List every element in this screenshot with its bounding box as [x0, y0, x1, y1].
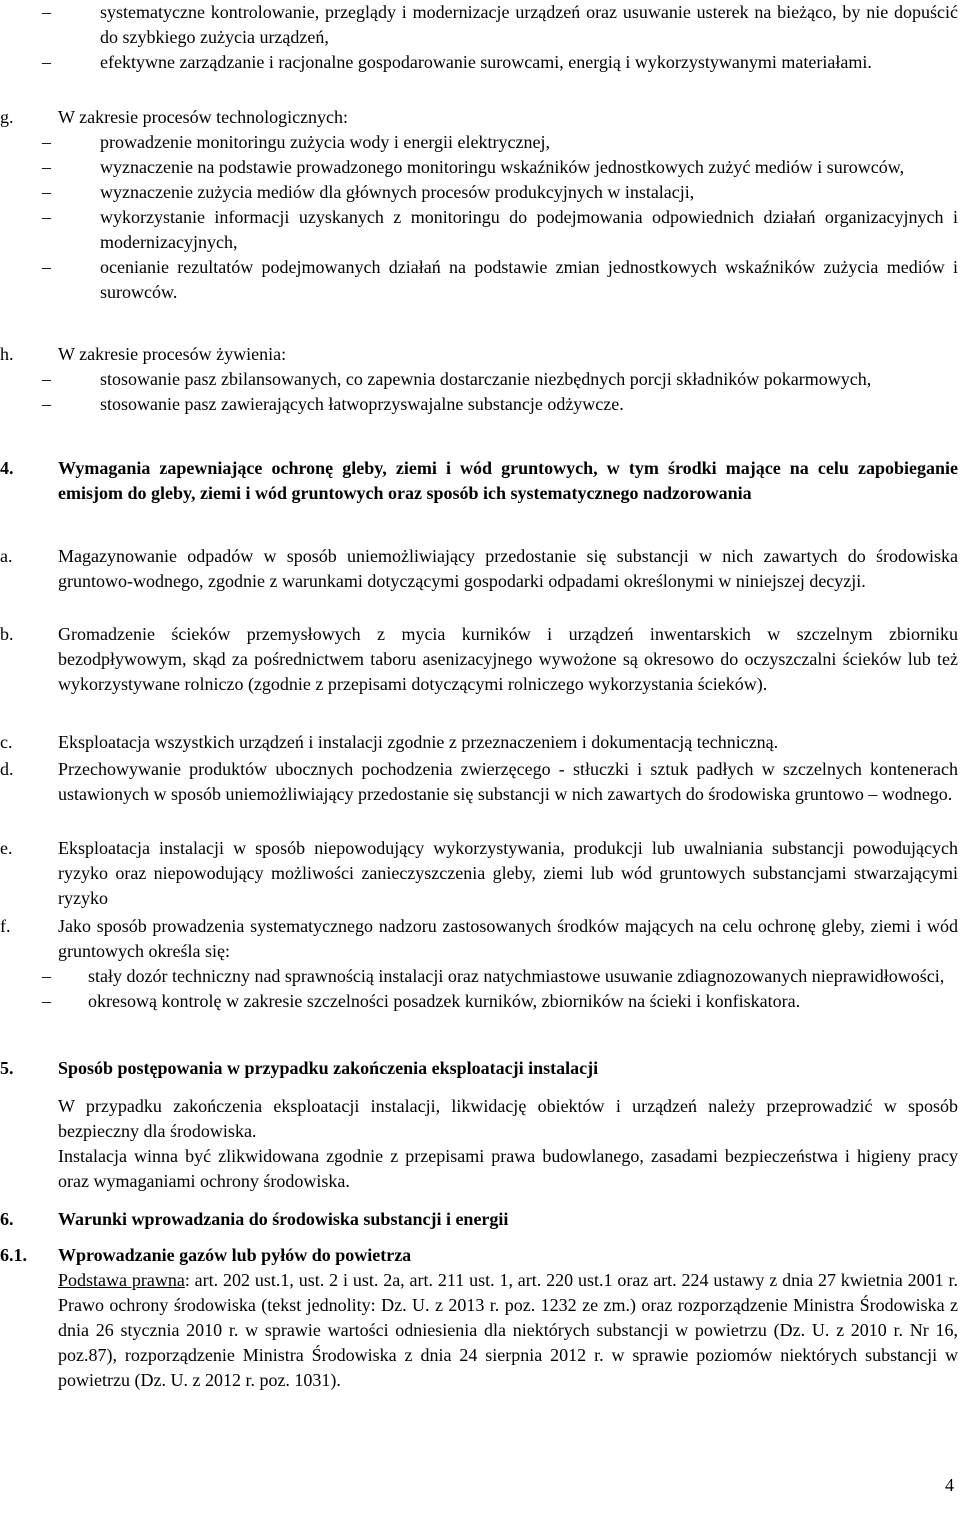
paragraph: Instalacja winna być zlikwidowana zgodnie z przepisami prawa budowlanego, zasadami bezpieczeństwa i higieny pracy oraz wymaganiami ochrony środowiska. [58, 1146, 958, 1191]
list-item-text: prowadzenie monitoringu zużycia wody i energii elektrycznej, [100, 132, 550, 152]
list-item [42, 367, 958, 392]
dash-bullet: – [42, 394, 51, 414]
section-4-item-c [0, 730, 958, 755]
item-label: d. [0, 759, 14, 779]
page-number: 4 [945, 1475, 954, 1495]
section-number: 6.1. [0, 1245, 27, 1265]
list-item [42, 0, 958, 50]
section-title: Warunki wprowadzania do środowiska substancji i energii [58, 1209, 509, 1229]
section-number: 4. [0, 458, 14, 478]
dash-bullet: – [42, 52, 51, 72]
section-4-heading [0, 456, 958, 506]
item-text: Jako sposób prowadzenia systematycznego nadzoru zastosowanych środków mających na celu ochronę gleby, ziemi i wód gruntowych określa się: [58, 916, 958, 961]
list-item-text: wyznaczenie na podstawie prowadzonego monitoringu wskaźników jednostkowych zużyć mediów i surowców, [100, 157, 905, 177]
list-item [42, 50, 958, 75]
section-title: Sposób postępowania w przypadku zakończenia eksploatacji instalacji [58, 1058, 599, 1078]
section-title: Wprowadzanie gazów lub pyłów do powietrza [58, 1245, 412, 1265]
dash-bullet: – [42, 2, 51, 22]
top-dash-list [42, 0, 958, 75]
section-5-heading [0, 1056, 958, 1081]
list-item [42, 155, 958, 180]
list-item-text: ocenianie rezultatów podejmowanych działań na podstawie zmian jednostkowych wskaźników zużycia mediów i surowców. [100, 257, 958, 302]
list-item [42, 989, 958, 1014]
item-text: Gromadzenie ścieków przemysłowych z mycia kurników i urządzeń inwentarskich w szczelnym zbiorniku bezodpływowym, skąd za pośrednictwem taboru asenizacyjnego wywożone są okresowo do oczyszczalni ścieków lub też wykorzystywane rolniczo (zgodnie z przepisami dotyczącymi rolniczego wykorzystania ścieków). [58, 624, 958, 694]
list-item [42, 392, 958, 417]
list-item [42, 964, 958, 989]
section-4-item-b [0, 622, 958, 697]
section-number: 6. [0, 1209, 14, 1229]
dash-bullet: – [42, 132, 51, 152]
section-5-body [58, 1094, 958, 1194]
item-text: Eksploatacja wszystkich urządzeń i instalacji zgodnie z przeznaczeniem i dokumentacją techniczną. [58, 732, 779, 752]
item-label: c. [0, 732, 13, 752]
section-4f-list [0, 964, 958, 1014]
legal-basis-label: Podstawa prawna [58, 1270, 185, 1290]
paragraph: W przypadku zakończenia eksploatacji instalacji, likwidację obiektów i urządzeń należy przeprowadzić w sposób bezpieczny dla środowiska. [58, 1096, 958, 1141]
item-label: b. [0, 624, 14, 644]
dash-bullet: – [42, 369, 51, 389]
section-g-title: W zakresie procesów technologicznych: [58, 107, 349, 127]
section-4-item-e [0, 836, 958, 911]
item-label: e. [0, 838, 13, 858]
dash-bullet: – [42, 182, 51, 202]
item-text: Przechowywanie produktów ubocznych pochodzenia zwierzęcego - stłuczki i sztuk padłych w szczelnych kontenerach ustawionych w sposób uniemożliwiający przedostanie się substancji w nich zawartych do środowiska gruntowo – wodnego. [58, 759, 958, 804]
section-h [0, 342, 958, 417]
list-item-text: wykorzystanie informacji uzyskanych z monitoringu do podejmowania odpowiednich działań organizacyjnych i modernizacyjnych, [100, 207, 958, 252]
section-h-title: W zakresie procesów żywienia: [58, 344, 287, 364]
item-label: a. [0, 546, 13, 566]
item-label: f. [0, 916, 11, 936]
dash-bullet: – [42, 991, 51, 1011]
list-item [42, 255, 958, 305]
section-title: Wymagania zapewniające ochronę gleby, ziemi i wód gruntowych, w tym środki mające na celu zapobieganie emisjom do gleby, ziemi i wód gruntowych oraz sposób ich systematycznego nadzorowania [58, 458, 958, 503]
item-text: Eksploatacja instalacji w sposób niepowodujący wykorzystywania, produkcji lub uwalniania substancji powodujących ryzyko oraz niepowodujący możliwości zanieczyszczenia gleby, ziemi lub wód gruntowych substancjami stwarzającymi ryzyko [58, 838, 958, 908]
list-item-text: stosowanie pasz zawierających łatwoprzyswajalne substancje odżywcze. [100, 394, 624, 414]
list-item-text: okresową kontrolę w zakresie szczelności posadzek kurników, zbiorników na ścieki i konfiskatora. [88, 991, 801, 1011]
list-item [42, 130, 958, 155]
section-4-item-a [0, 544, 958, 594]
section-6-1 [0, 1243, 958, 1393]
section-g [0, 105, 958, 305]
section-6-heading [0, 1207, 958, 1232]
list-item-text: stały dozór techniczny nad sprawnością instalacji oraz natychmiastowe usuwanie zdiagnozowanych nieprawidłowości, [88, 966, 945, 986]
dash-bullet: – [42, 966, 51, 986]
dash-bullet: – [42, 257, 51, 277]
dash-bullet: – [42, 207, 51, 227]
list-item [42, 180, 958, 205]
section-number: 5. [0, 1058, 14, 1078]
list-item-text: stosowanie pasz zbilansowanych, co zapewnia dostarczanie niezbędnych porcji składników pokarmowych, [100, 369, 872, 389]
list-item-text: wyznaczenie zużycia mediów dla głównych procesów produkcyjnych w instalacji, [100, 182, 695, 202]
list-item-text: systematyczne kontrolowanie, przeglądy i modernizacje urządzeń oraz usuwanie usterek na bieżąco, by nie dopuścić do szybkiego zużycia urządzeń, [100, 2, 958, 47]
legal-basis-text: : art. 202 ust.1, ust. 2 i ust. 2a, art. 211 ust. 1, art. 220 ust.1 oraz art. 224 ustawy z dnia 27 kwietnia 2001 r. Prawo ochrony środowiska (tekst jednolity: Dz. U. z 2013 r. poz. 1232 ze zm.) oraz rozporządzenie Ministra Środowiska z dnia 26 stycznia 2010 r. w sprawie wartości odniesienia dla niektórych substancji w powietrzu (Dz. U. z 2010 r. Nr 16, poz.87), rozporządzenie Ministra Środowiska z dnia 24 sierpnia 2012 r. w sprawie poziomów niektórych substancji w powietrzu (Dz. U. z 2012 r. poz. 1031). [58, 1270, 959, 1390]
section-4-item-d [0, 757, 958, 807]
dash-bullet: – [42, 157, 51, 177]
list-item-text: efektywne zarządzanie i racjonalne gospodarowanie surowcami, energią i wykorzystywanymi materiałami. [100, 52, 872, 72]
section-4-item-f [0, 914, 958, 1014]
section-h-list [0, 367, 958, 417]
section-g-list [0, 130, 958, 305]
legal-basis [0, 1268, 958, 1393]
item-label: h. [0, 344, 14, 364]
list-item [42, 205, 958, 255]
item-text: Magazynowanie odpadów w sposób uniemożliwiający przedostanie się substancji w nich zawartych do środowiska gruntowo-wodnego, zgodnie z warunkami dotyczącymi gospodarki odpadami określonymi w niniejszej decyzji. [58, 546, 958, 591]
item-label: g. [0, 107, 14, 127]
